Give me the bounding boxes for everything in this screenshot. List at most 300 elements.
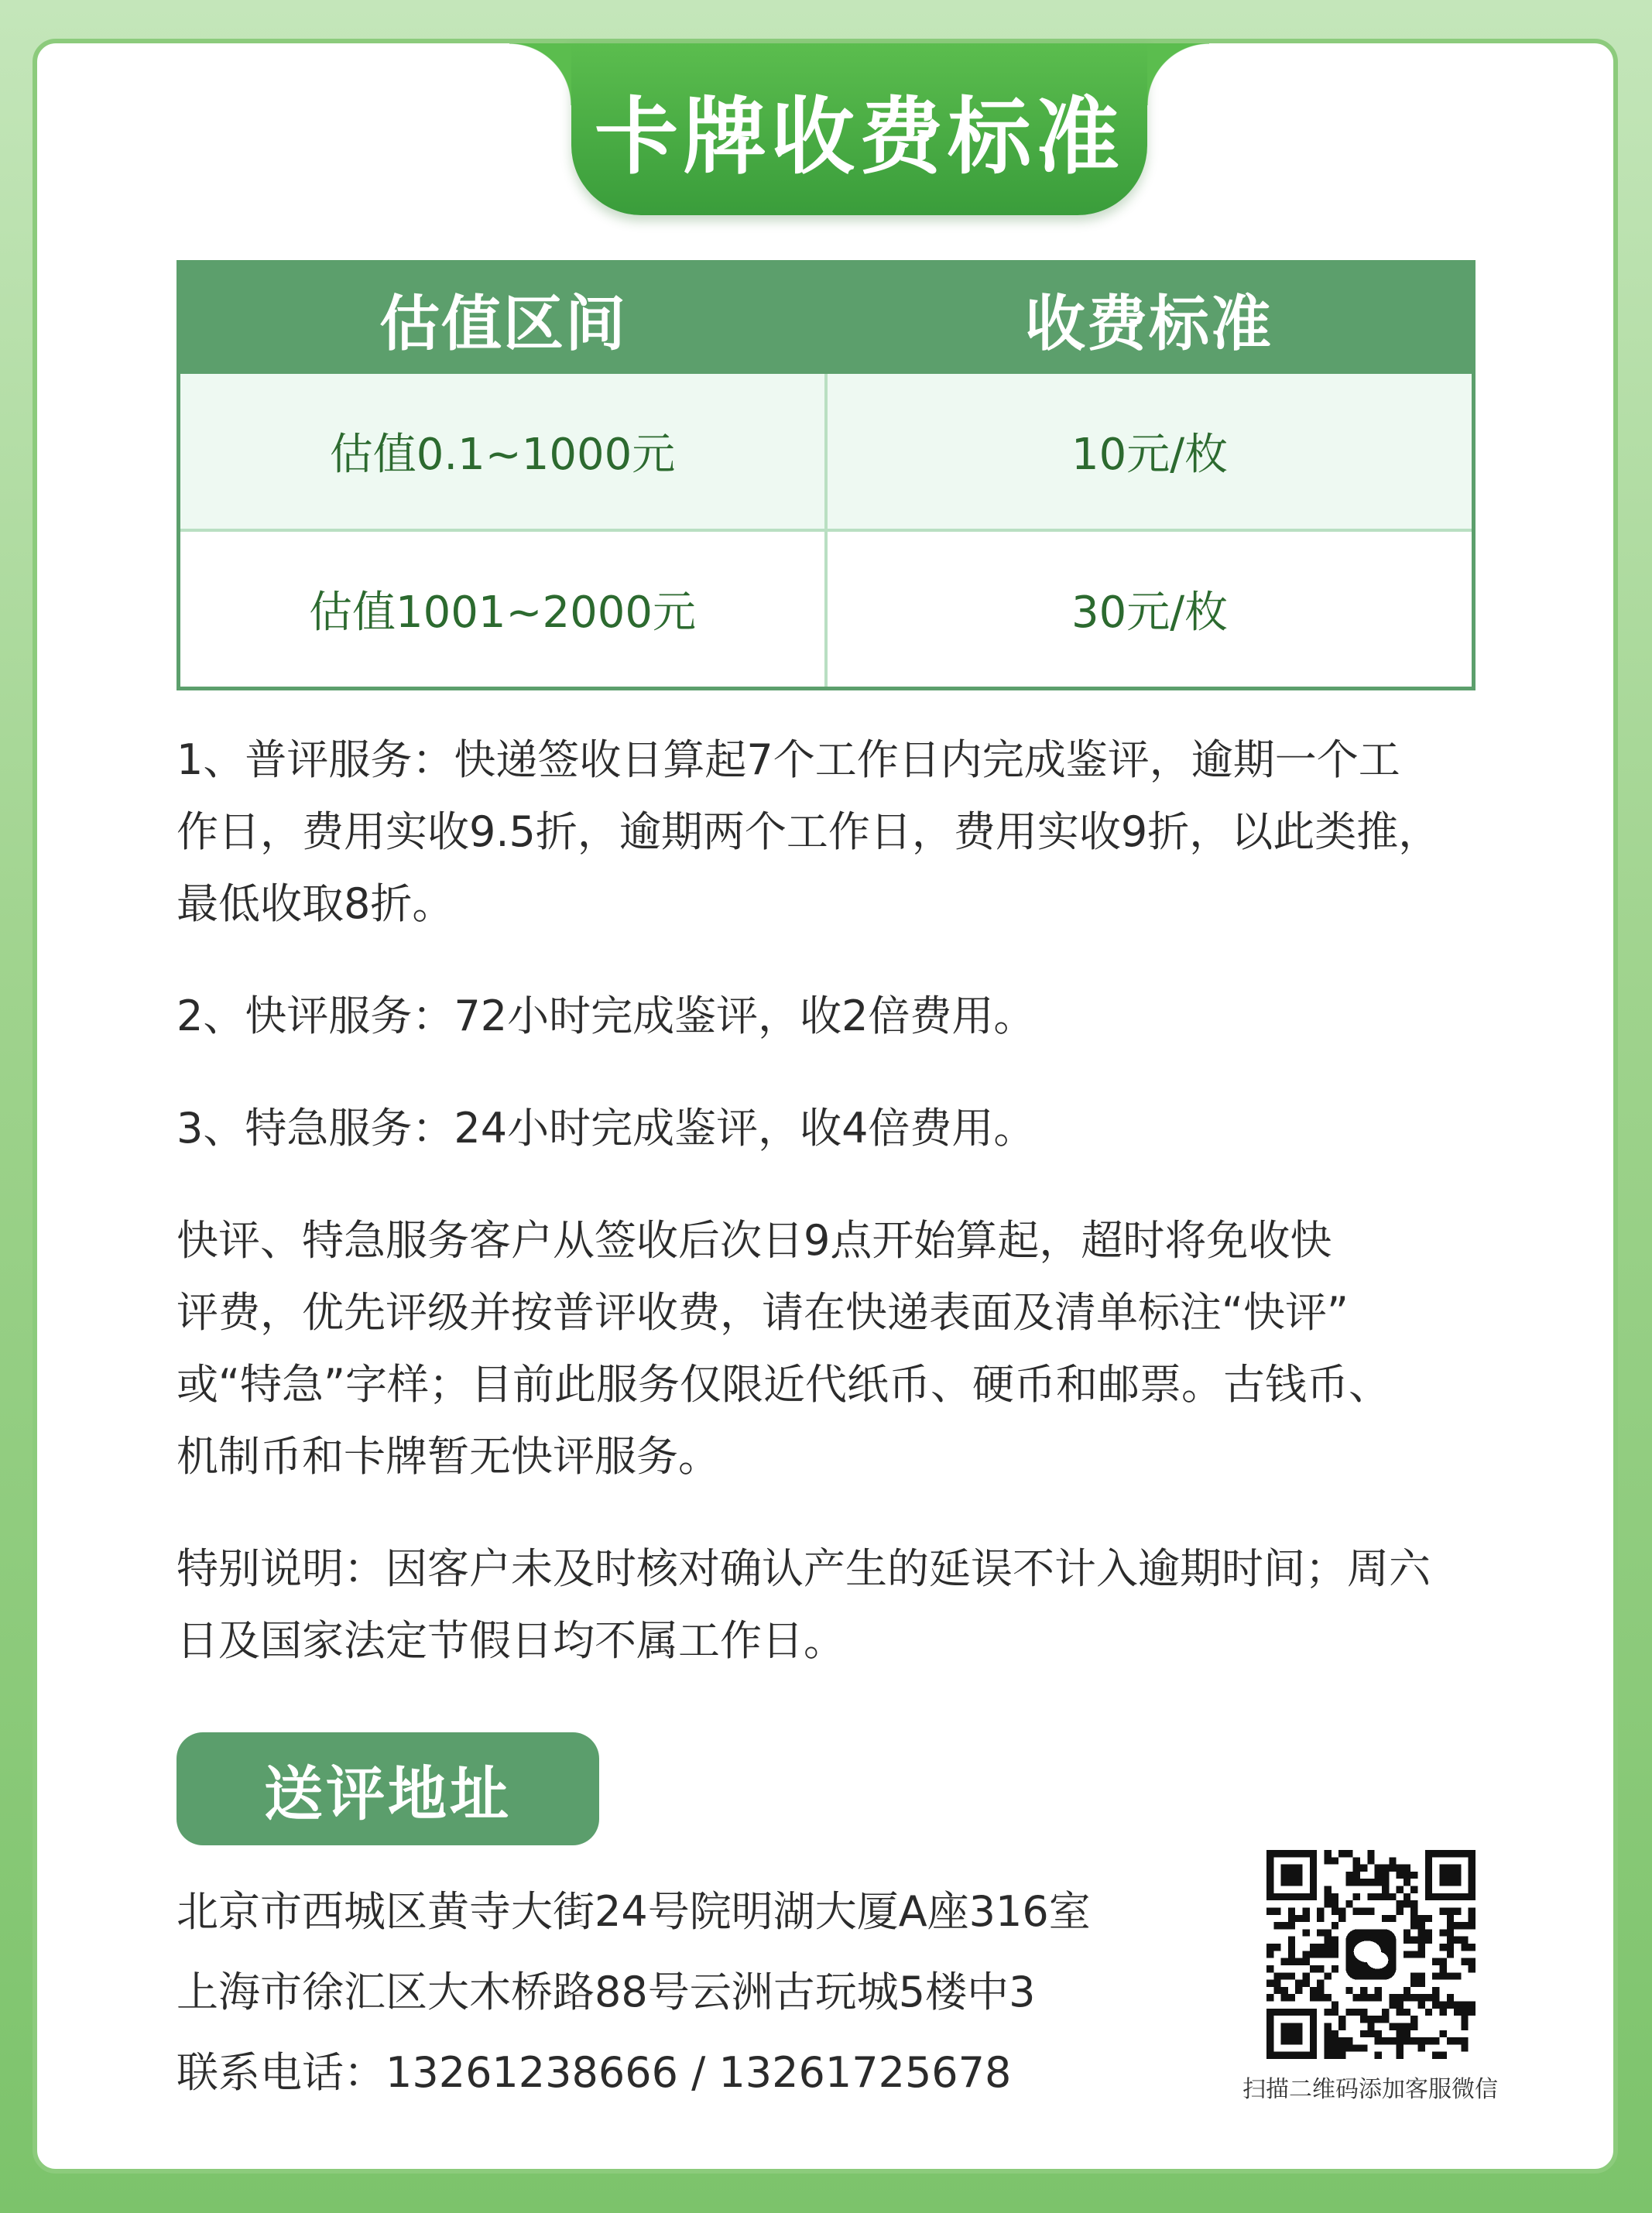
qr-module	[1273, 1980, 1280, 1987]
qr-module	[1332, 1922, 1338, 1929]
note-line: 作日，费用实收9.5折，逾期两个工作日，费用实收9折，以此类推，	[177, 807, 1441, 856]
qr-module	[1461, 2009, 1468, 2016]
qr-module	[1397, 1865, 1404, 1872]
qr-module	[1432, 2052, 1439, 2059]
qr-module	[1288, 1907, 1295, 1914]
qr-caption: 扫描二维码添加客服微信	[1242, 2076, 1498, 2103]
qr-module	[1389, 1994, 1396, 2001]
qr-module	[1288, 1937, 1295, 1944]
qr-module	[1375, 2030, 1382, 2037]
qr-module	[1425, 1994, 1432, 2001]
qr-module	[1469, 1915, 1475, 1922]
qr-module	[1382, 1915, 1389, 1922]
qr-module	[1404, 1994, 1410, 2001]
qr-module	[1338, 2016, 1345, 2023]
qr-module	[1303, 1951, 1310, 1958]
qr-module	[1353, 2009, 1360, 2016]
note-line: 1、普评服务：快递签收日算起7个工作日内完成鉴评，逾期一个工	[177, 735, 1400, 784]
qr-module	[1410, 2023, 1417, 2030]
qr-module	[1425, 2037, 1432, 2044]
qr-module	[1418, 1980, 1425, 1987]
qr-module	[1461, 2044, 1468, 2051]
wechat-icon	[1345, 1929, 1396, 1979]
qr-module	[1375, 1893, 1382, 1900]
qr-module	[1418, 1994, 1425, 2001]
qr-module	[1345, 1987, 1352, 1994]
qr-module	[1375, 2016, 1382, 2023]
qr-module	[1332, 1951, 1338, 1958]
qr-module	[1317, 1965, 1324, 1972]
qr-module	[1375, 1987, 1382, 1994]
qr-module	[1317, 1929, 1324, 1936]
qr-module	[1382, 1879, 1389, 1886]
note-urgent-service: 3、特急服务：24小时完成鉴评，收4倍费用。	[177, 1104, 1036, 1153]
qr-module	[1288, 1951, 1295, 1958]
qr-module	[1447, 1907, 1454, 1914]
table-row	[179, 374, 1474, 530]
qr-module	[1288, 1972, 1295, 1979]
qr-module	[1432, 1994, 1439, 2001]
qr-module	[1332, 1893, 1338, 1900]
qr-module	[1367, 1857, 1374, 1864]
qr-module	[1324, 1929, 1331, 1936]
qr-module	[1273, 1944, 1280, 1951]
qr-module	[1410, 1980, 1417, 1987]
qr-module	[1410, 1915, 1417, 1922]
cell-range: 估值0.1~1000元	[179, 374, 827, 530]
qr-module	[1338, 2023, 1345, 2030]
qr-module	[1360, 2016, 1367, 2023]
qr-module	[1324, 1893, 1331, 1900]
table-row	[179, 530, 1474, 689]
qr-module	[1360, 2009, 1367, 2016]
qr-module	[1310, 1965, 1317, 1972]
qr-module	[1454, 1907, 1461, 1914]
qr-module	[1324, 1994, 1331, 2001]
qr-module	[1295, 1987, 1302, 1994]
qr-module	[1397, 2002, 1404, 2009]
qr-module	[1317, 1951, 1324, 1958]
qr-module	[1266, 1965, 1273, 1972]
qr-module	[1382, 1872, 1389, 1879]
qr-module	[1404, 2023, 1410, 2030]
qr-module	[1353, 1879, 1360, 1886]
qr-module	[1469, 1965, 1475, 1972]
qr-module	[1454, 1972, 1461, 1979]
qr-module	[1389, 1865, 1396, 1872]
qr-module	[1439, 1972, 1446, 1979]
qr-module	[1353, 1994, 1360, 2001]
qr-module	[1345, 1850, 1352, 1857]
qr-module	[1367, 2030, 1374, 2037]
qr-module	[1367, 1879, 1374, 1886]
qr-module	[1273, 1922, 1280, 1929]
qr-module	[1332, 2030, 1338, 2037]
qr-module	[1345, 1872, 1352, 1879]
qr-module	[1375, 1872, 1382, 1879]
qr-module	[1410, 1872, 1417, 1879]
qr-module	[1469, 1944, 1475, 1951]
qr-module	[1418, 1937, 1425, 1944]
qr-module	[1353, 1857, 1360, 1864]
qr-module	[1360, 1879, 1367, 1886]
qr-module	[1303, 1929, 1310, 1936]
qr-module	[1418, 1944, 1425, 1951]
qr-module	[1295, 1958, 1302, 1965]
qr-module	[1288, 1922, 1295, 1929]
qr-module	[1397, 1886, 1404, 1893]
qr-module	[1317, 1994, 1324, 2001]
qr-module	[1288, 1994, 1295, 2001]
qr-module	[1324, 1850, 1331, 1857]
qr-module	[1418, 1972, 1425, 1979]
qr-module	[1324, 2030, 1331, 2037]
qr-module	[1389, 1915, 1396, 1922]
qr-module	[1432, 1972, 1439, 1979]
qr-module	[1469, 2009, 1475, 2016]
qr-module	[1288, 1915, 1295, 1922]
qr-module	[1454, 1937, 1461, 1944]
qr-module	[1288, 1944, 1295, 1951]
qr-module	[1324, 1886, 1331, 1893]
qr-module	[1461, 1958, 1468, 1965]
qr-module	[1404, 1879, 1410, 1886]
qr-module	[1425, 1937, 1432, 1944]
qr-module	[1281, 1987, 1288, 1994]
qr-module	[1317, 1987, 1324, 1994]
qr-module	[1332, 1900, 1338, 1907]
qr-module	[1439, 1958, 1446, 1965]
qr-module	[1410, 1994, 1417, 2001]
qr-module	[1439, 2030, 1446, 2037]
table-header-row	[179, 262, 1474, 375]
note-express-service: 2、快评服务：72小时完成鉴评，收2倍费用。	[177, 992, 1036, 1040]
address-beijing: 北京市西城区黄寺大街24号院明湖大厦A座316室	[177, 1887, 1091, 1936]
qr-module	[1281, 1994, 1288, 2001]
qr-module	[1439, 1944, 1446, 1951]
qr-module	[1454, 1922, 1461, 1929]
qr-module	[1447, 1922, 1454, 1929]
qr-module	[1332, 1857, 1338, 1864]
qr-module	[1310, 1944, 1317, 1951]
qr-module	[1447, 1929, 1454, 1936]
qr-module	[1404, 2009, 1410, 2016]
qr-module	[1332, 2002, 1338, 2009]
qr-module	[1397, 1994, 1404, 2001]
qr-code[interactable]	[1266, 1850, 1475, 2059]
qr-module	[1397, 1872, 1404, 1879]
qr-module	[1397, 2009, 1404, 2016]
qr-module	[1382, 2016, 1389, 2023]
qr-module	[1353, 2044, 1360, 2051]
qr-module	[1332, 1944, 1338, 1951]
qr-module	[1404, 1865, 1410, 1872]
qr-module	[1469, 2002, 1475, 2009]
qr-module	[1410, 2037, 1417, 2044]
qr-module	[1382, 1893, 1389, 1900]
qr-module	[1397, 2044, 1404, 2051]
qr-module	[1447, 1944, 1454, 1951]
qr-module	[1461, 1922, 1468, 1929]
qr-module	[1397, 2052, 1404, 2059]
qr-module	[1439, 2052, 1446, 2059]
qr-module	[1360, 1987, 1367, 1994]
qr-module	[1397, 2037, 1404, 2044]
qr-module	[1332, 2009, 1338, 2016]
qr-module	[1324, 1972, 1331, 1979]
qr-module	[1324, 1944, 1331, 1951]
qr-module	[1389, 1857, 1396, 1864]
qr-module	[1375, 1879, 1382, 1886]
qr-module	[1425, 2009, 1432, 2016]
qr-module	[1338, 2037, 1345, 2044]
qr-module	[1397, 2023, 1404, 2030]
qr-module	[1410, 1886, 1417, 1893]
qr-module	[1367, 2023, 1374, 2030]
qr-module	[1266, 1994, 1273, 2001]
qr-module	[1447, 1972, 1454, 1979]
qr-module	[1439, 1907, 1446, 1914]
qr-module	[1360, 1907, 1367, 1914]
qr-module	[1461, 2023, 1468, 2030]
qr-module	[1418, 2037, 1425, 2044]
qr-module	[1418, 2002, 1425, 2009]
qr-module	[1410, 2016, 1417, 2023]
qr-module	[1404, 2037, 1410, 2044]
qr-module	[1389, 2037, 1396, 2044]
qr-module	[1303, 1915, 1310, 1922]
qr-module	[1410, 1900, 1417, 1907]
note-line: 日及国家法定节假日均不属工作日。	[177, 1616, 845, 1665]
qr-module	[1454, 2009, 1461, 2016]
qr-module	[1310, 1951, 1317, 1958]
qr-module	[1454, 2037, 1461, 2044]
qr-module	[1273, 1907, 1280, 1914]
qr-module	[1324, 1951, 1331, 1958]
address-badge-label: 送评地址	[264, 1759, 512, 1828]
qr-module	[1418, 2044, 1425, 2051]
qr-module	[1310, 1987, 1317, 1994]
qr-module	[1324, 1857, 1331, 1864]
qr-module	[1303, 1972, 1310, 1979]
qr-module	[1375, 1994, 1382, 2001]
qr-module	[1303, 1980, 1310, 1987]
qr-finder-top-left	[1266, 1850, 1317, 1900]
qr-module	[1410, 1951, 1417, 1958]
qr-module	[1447, 2037, 1454, 2044]
qr-module	[1439, 1929, 1446, 1936]
qr-module	[1418, 1915, 1425, 1922]
qr-module	[1332, 1965, 1338, 1972]
qr-module	[1281, 1958, 1288, 1965]
qr-module	[1410, 1922, 1417, 1929]
qr-module	[1404, 2030, 1410, 2037]
qr-module	[1461, 2002, 1468, 2009]
qr-module	[1324, 2009, 1331, 2016]
qr-module	[1404, 1893, 1410, 1900]
qr-module	[1375, 2037, 1382, 2044]
qr-module	[1367, 2016, 1374, 2023]
qr-module	[1404, 1951, 1410, 1958]
qr-module	[1439, 2002, 1446, 2009]
contact-phone: 联系电话：13261238666 / 13261725678	[177, 2048, 1012, 2097]
qr-module	[1345, 2044, 1352, 2051]
qr-module	[1447, 1915, 1454, 1922]
qr-module	[1367, 1850, 1374, 1857]
qr-module	[1375, 1865, 1382, 1872]
qr-module	[1404, 1929, 1410, 1936]
qr-module	[1266, 1907, 1273, 1914]
qr-module	[1404, 1987, 1410, 1994]
qr-module	[1367, 1907, 1374, 1914]
qr-module	[1273, 1972, 1280, 1979]
qr-module	[1410, 1907, 1417, 1914]
qr-module	[1324, 1937, 1331, 1944]
qr-module	[1375, 2052, 1382, 2059]
qr-module	[1461, 1937, 1468, 1944]
qr-module	[1317, 1907, 1324, 1914]
qr-module	[1345, 2009, 1352, 2016]
qr-module	[1389, 1893, 1396, 1900]
qr-module	[1404, 1937, 1410, 1944]
qr-module	[1410, 1972, 1417, 1979]
qr-module	[1324, 2037, 1331, 2044]
qr-module	[1432, 1987, 1439, 1994]
qr-module	[1266, 1980, 1273, 1987]
qr-module	[1469, 1922, 1475, 1929]
qr-module	[1360, 2030, 1367, 2037]
qr-module	[1469, 1958, 1475, 1965]
qr-module	[1439, 1965, 1446, 1972]
qr-module	[1447, 1937, 1454, 1944]
qr-module	[1418, 1929, 1425, 1936]
qr-module	[1338, 1850, 1345, 1857]
qr-module	[1360, 2044, 1367, 2051]
qr-module	[1317, 1944, 1324, 1951]
qr-module	[1382, 2009, 1389, 2016]
page-title: 卡牌收费标准	[594, 88, 1124, 186]
qr-module	[1303, 1907, 1310, 1914]
qr-module	[1432, 2002, 1439, 2009]
qr-module	[1432, 1958, 1439, 1965]
note-line: 快评、特急服务客户从签收后次日9点开始算起，超时将免收快	[177, 1216, 1332, 1265]
note-line: 评费，优先评级并按普评收费，请在快递表面及清单标注“快评”	[177, 1288, 1349, 1337]
note-line: 机制币和卡牌暂无快评服务。	[177, 1432, 720, 1481]
qr-module	[1266, 1951, 1273, 1958]
qr-module	[1338, 1907, 1345, 1914]
qr-module	[1397, 1900, 1404, 1907]
qr-module	[1310, 1994, 1317, 2001]
note-line: 特别说明：因客户未及时核对确认产生的延误不计入逾期时间；周六	[177, 1544, 1431, 1593]
qr-module	[1382, 2037, 1389, 2044]
address-shanghai: 上海市徐汇区大木桥路88号云洲古玩城5楼中3	[177, 1968, 1036, 2016]
qr-module	[1418, 1951, 1425, 1958]
qr-module	[1332, 2044, 1338, 2051]
qr-module	[1432, 2037, 1439, 2044]
qr-module	[1324, 2023, 1331, 2030]
qr-module	[1332, 1937, 1338, 1944]
qr-module	[1454, 2002, 1461, 2009]
qr-module	[1360, 1865, 1367, 1872]
qr-module	[1266, 1944, 1273, 1951]
qr-module	[1447, 1994, 1454, 2001]
cell-fee: 30元/枚	[826, 530, 1474, 689]
qr-module	[1461, 1944, 1468, 1951]
qr-module	[1404, 1900, 1410, 1907]
qr-module	[1382, 1886, 1389, 1893]
address-badge	[177, 1732, 599, 1845]
qr-module	[1447, 1951, 1454, 1958]
cell-range: 估值1001~2000元	[179, 530, 827, 689]
qr-module	[1418, 1922, 1425, 1929]
cell-fee: 10元/枚	[826, 374, 1474, 530]
qr-module	[1447, 2002, 1454, 2009]
qr-finder-bottom-left	[1266, 2009, 1317, 2059]
qr-module	[1281, 1972, 1288, 1979]
qr-finder-top-right	[1425, 1850, 1475, 1900]
qr-module	[1404, 1872, 1410, 1879]
qr-module	[1360, 1994, 1367, 2001]
qr-module	[1469, 1907, 1475, 1914]
qr-module	[1295, 1980, 1302, 1987]
qr-module	[1324, 2052, 1331, 2059]
qr-module	[1345, 1900, 1352, 1907]
qr-module	[1288, 1958, 1295, 1965]
header-valuation-range: 估值区间	[179, 262, 827, 375]
qr-module	[1382, 1865, 1389, 1872]
qr-module	[1389, 2023, 1396, 2030]
note-line: 或“特急”字样；目前此服务仅限近代纸币、硬币和邮票。古钱币、	[177, 1360, 1390, 1409]
qr-module	[1367, 1994, 1374, 2001]
qr-module	[1317, 1980, 1324, 1987]
header-fee-standard: 收费标准	[826, 262, 1474, 375]
qr-module	[1425, 1929, 1432, 1936]
qr-module	[1425, 1915, 1432, 1922]
qr-module	[1281, 1922, 1288, 1929]
qr-module	[1461, 2016, 1468, 2023]
service-notes	[177, 724, 1477, 1677]
qr-module	[1410, 1937, 1417, 1944]
qr-module	[1273, 1987, 1280, 1994]
title-banner	[571, 43, 1147, 215]
qr-module	[1295, 1915, 1302, 1922]
qr-module	[1397, 2030, 1404, 2037]
qr-module	[1461, 2037, 1468, 2044]
qr-module	[1303, 1958, 1310, 1965]
qr-module	[1345, 2037, 1352, 2044]
qr-module	[1389, 2002, 1396, 2009]
qr-module	[1367, 1893, 1374, 1900]
qr-module	[1332, 1907, 1338, 1914]
qr-module	[1317, 1915, 1324, 1922]
qr-module	[1338, 2044, 1345, 2051]
qr-module	[1353, 1872, 1360, 1879]
qr-module	[1324, 1900, 1331, 1907]
pricing-table	[177, 260, 1475, 690]
qr-module	[1324, 2044, 1331, 2051]
qr-module	[1338, 2052, 1345, 2059]
qr-module	[1338, 1915, 1345, 1922]
qr-module	[1332, 2037, 1338, 2044]
address-block	[177, 1872, 1183, 2113]
note-line: 最低收取8折。	[177, 879, 454, 928]
qr-module	[1332, 2052, 1338, 2059]
qr-module	[1353, 1893, 1360, 1900]
qr-module	[1345, 1879, 1352, 1886]
qr-module	[1397, 1907, 1404, 1914]
qr-module	[1353, 1865, 1360, 1872]
qr-module	[1439, 2009, 1446, 2016]
